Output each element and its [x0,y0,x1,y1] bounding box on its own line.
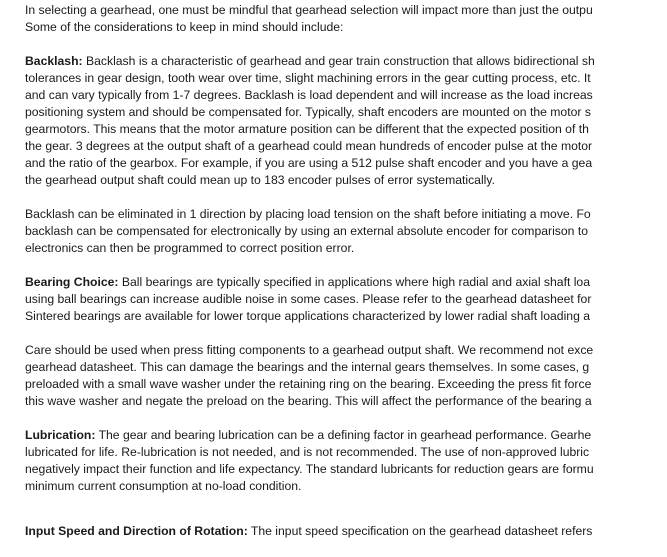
text-line [25,427,667,444]
text-line [25,274,667,291]
document-page [25,2,667,557]
text-line: lubricated for life. Re-lubrication is not needed, and is not recommended. The use of non-approved lubric [25,445,590,459]
backlash-term: Backlash: [25,54,83,68]
text-line: gearmotors. This means that the motor armature position can be different that the expected position of th [25,122,589,136]
text-line: the gearhead output shaft could mean up to 183 encoder pulses of error systematically. [25,173,495,187]
text-line: Care should be used when press fitting components to a gearhead output shaft. We recommend not exce [25,343,594,357]
lubrication-term: Lubrication: [25,428,96,442]
text-fragment: The input speed specification on the gearhead datasheet refers [247,524,593,538]
text-line: Backlash can be eliminated in 1 direction by placing load tension on the shaft before initiating a move. Fo [25,207,591,221]
text-line [25,53,667,70]
text-line: and can vary typically from 1-7 degrees. Backlash is load dependent and will increase as the load increas [25,88,593,102]
text-line [25,523,667,540]
text-fragment: The gear and bearing lubrication can be a defining factor in gearhead performance. Gearhe [95,428,592,442]
lubrication-paragraph [25,427,667,495]
text-line: electronics can then be programmed to correct position error. [25,241,355,255]
bearing-paragraph [25,274,667,325]
text-line: positioning system and should be compensated for. Typically, shaft encoders are mounted on the motor s [25,105,591,119]
text-line: Some of the considerations to keep in mind should include: [25,20,344,34]
text-line: negatively impact their function and life expectancy. The standard lubricants for reduction gears are formu [25,462,594,476]
text-line: the gear. 3 degrees at the output shaft of a gearhead could mean hundreds of encoder pulse at the motor [25,139,593,153]
text-line: minimum current consumption at no-load condition. [25,479,302,493]
text-line: Sintered bearings are available for lower torque applications characterized by lower radial shaft loading a [25,309,591,323]
backlash-compensation-paragraph [25,206,667,257]
press-fit-paragraph [25,342,667,410]
bearing-term: Bearing Choice: [25,275,119,289]
input-speed-paragraph [25,523,667,540]
text-line: backlash can be compensated for electronically by using an external absolute encoder for comparison to [25,224,588,238]
section-gap [25,512,667,523]
text-line: In selecting a gearhead, one must be mindful that gearhead selection will impact more than just the outpu [25,3,593,17]
text-line: and the ratio of the gearbox. For example, if you are using a 512 pulse shaft encoder and you have a gea [25,156,593,170]
text-fragment: Ball bearings are typically specified in applications where high radial and axial shaft loa [118,275,590,289]
text-fragment: Backlash is a characteristic of gearhead and gear train construction that allows bidirectional sh [82,54,595,68]
text-line: gearhead datasheet. This can damage the bearings and the internal gears themselves. In some cases, g [25,360,590,374]
intro-paragraph [25,2,667,36]
text-line: this wave washer and negate the preload on the bearing. This will affect the performance of the bearing a [25,394,592,408]
text-line: tolerances in gear design, tooth wear over time, slight machining errors in the gear cutting process, etc. It [25,71,591,85]
input-speed-term: Input Speed and Direction of Rotation: [25,524,248,538]
text-line: using ball bearings can increase audible noise in some cases. Please refer to the gearhead datasheet for [25,292,592,306]
text-line: preloaded with a small wave washer under the retaining ring on the bearing. Exceeding the press fit force [25,377,592,391]
backlash-paragraph [25,53,667,189]
